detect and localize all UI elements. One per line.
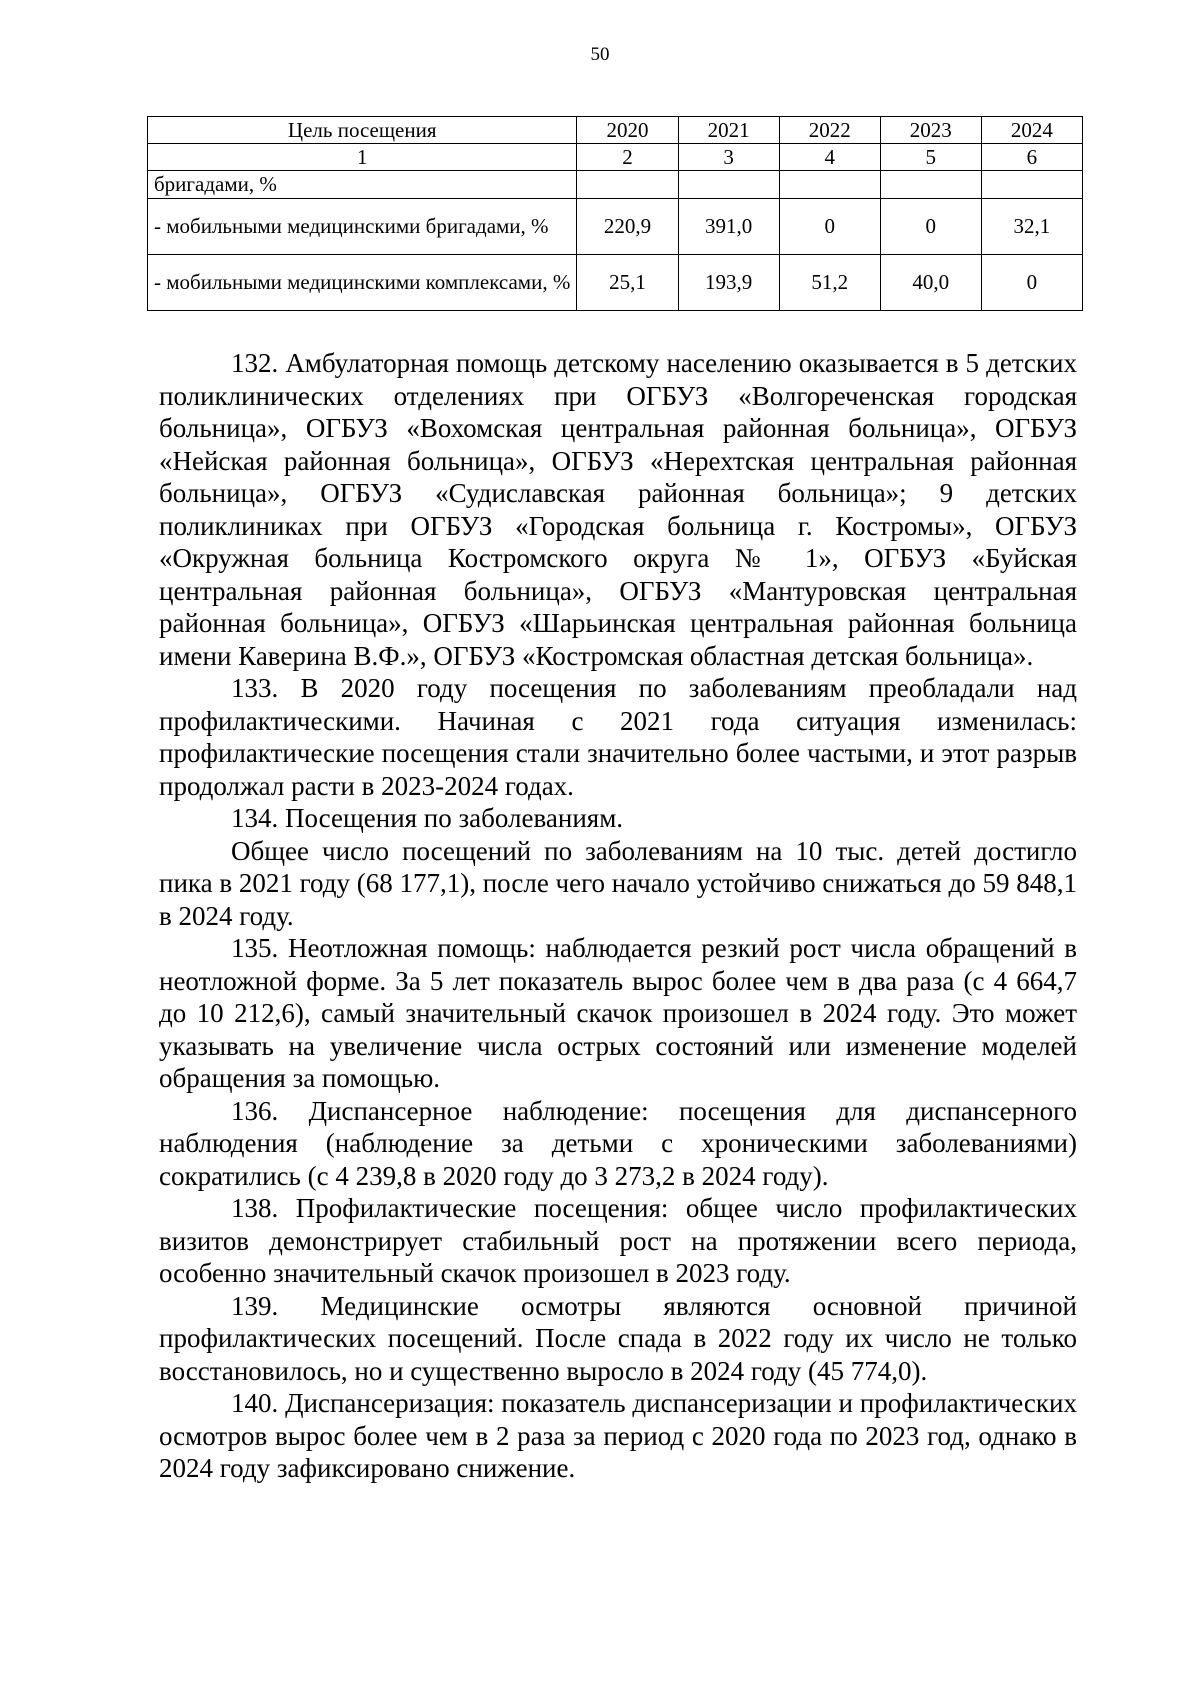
paragraph-133: 133. В 2020 году посещения по заболеваниям преобладали над профилактическими. Начиная с 2021 года ситуация изменилась: профилактические посещения стали значительно более частыми, и этот разрыв продолжал расти в 2023-2024 годах.	[159, 673, 1077, 801]
table-row-label: - мобильными медицинскими бригадами, %	[148, 199, 577, 255]
table-cell: 0	[779, 199, 880, 255]
table-row	[148, 255, 1083, 311]
table-cell: 0	[981, 255, 1082, 311]
table-cell: 51,2	[779, 255, 880, 311]
table-cell: 40,0	[880, 255, 981, 311]
table-cell: 193,9	[678, 255, 779, 311]
table-cell: 25,1	[577, 255, 678, 311]
table-column-number: 6	[981, 144, 1082, 171]
table-cell: 0	[880, 199, 981, 255]
paragraph-140: 140. Диспансеризация: показатель диспансеризации и профилактических осмотров вырос более чем в 2 раза за период с 2020 года по 2023 год, однако в 2024 году зафиксировано снижение.	[159, 1388, 1077, 1483]
table-cell	[577, 171, 678, 199]
document-body	[159, 347, 1077, 1485]
table-cell: 220,9	[577, 199, 678, 255]
table-cell	[678, 171, 779, 199]
table-cell	[779, 171, 880, 199]
paragraph-136: 136. Диспансерное наблюдение: посещения для диспансерного наблюдения (наблюдение за детьми с хроническими заболеваниями) сократились (с 4 239,8 в 2020 году до 3 273,2 в 2024 году).	[159, 1095, 1077, 1191]
table-header-row	[148, 117, 1083, 144]
table-cell	[981, 171, 1082, 199]
paragraph-134: 134. Посещения по заболеваниям.	[231, 803, 624, 833]
table-column-number: 4	[779, 144, 880, 171]
table-header-cell: 2022	[779, 117, 880, 144]
table-column-numbers-row	[148, 144, 1083, 171]
table-cell: 391,0	[678, 199, 779, 255]
paragraph-139: 139. Медицинские осмотры являются основной причиной профилактических посещений. После спада в 2022 году их число не только восстановилось, но и существенно выросло в 2024 году (45 774,0).	[159, 1290, 1077, 1386]
table-column-number: 1	[148, 144, 577, 171]
table-cell	[880, 171, 981, 199]
table-header-cell: 2024	[981, 117, 1082, 144]
paragraph-132: 132. Амбулаторная помощь детскому населению оказывается в 5 детских поликлинических отделениях при ОГБУЗ «Волгореченская городская больница», ОГБУЗ «Вохомская центральная районная больница», ОГБУЗ «Нейская районная больница», ОГБУЗ «Нерехтская центральная районная больница», ОГБУЗ «Судиславская районная больница»; 9 детских поликлиниках при ОГБУЗ «Городская больница г. Костромы», ОГБУЗ «Окружная больница Костромского округа № 1», ОГБУЗ «Буйская центральная районная больница», ОГБУЗ «Мантуровская центральная районная больница», ОГБУЗ «Шарьинская центральная районная больница имени Каверина В.Ф.», ОГБУЗ «Костромская областная детская больница».	[159, 348, 1077, 671]
table-cell: 32,1	[981, 199, 1082, 255]
table-header-cell: 2023	[880, 117, 981, 144]
visits-table	[147, 116, 1083, 311]
paragraph-138: 138. Профилактические посещения: общее число профилактических визитов демонстрирует стабильный рост на протяжении всего периода, особенно значительный скачок произошел в 2023 году.	[159, 1193, 1077, 1288]
paragraph-134-detail: Общее число посещений по заболеваниям на 10 тыс. детей достигло пика в 2021 году (68 177,1), после чего начало устойчиво снижаться до 59 848,1 в 2024 году.	[159, 835, 1077, 931]
table-column-number: 3	[678, 144, 779, 171]
table-column-number: 5	[880, 144, 981, 171]
paragraph-135: 135. Неотложная помощь: наблюдается резкий рост числа обращений в неотложной форме. За 5 лет показатель вырос более чем в два раза (с 4 664,7 до 10 212,6), самый значительный скачок произошел в 2024 году. Это может указывать на увеличение числа острых состояний или изменение моделей обращения за помощью.	[159, 933, 1077, 1093]
table-header-cell: 2020	[577, 117, 678, 144]
table-header-cell: 2021	[678, 117, 779, 144]
table-column-number: 2	[577, 144, 678, 171]
table-row-label: бригадами, %	[148, 171, 577, 199]
page-number: 50	[590, 44, 610, 65]
table-row	[148, 171, 1083, 199]
table-row-label: - мобильными медицинскими комплексами, %	[148, 255, 577, 311]
table-row	[148, 199, 1083, 255]
table-header-cell: Цель посещения	[148, 117, 577, 144]
